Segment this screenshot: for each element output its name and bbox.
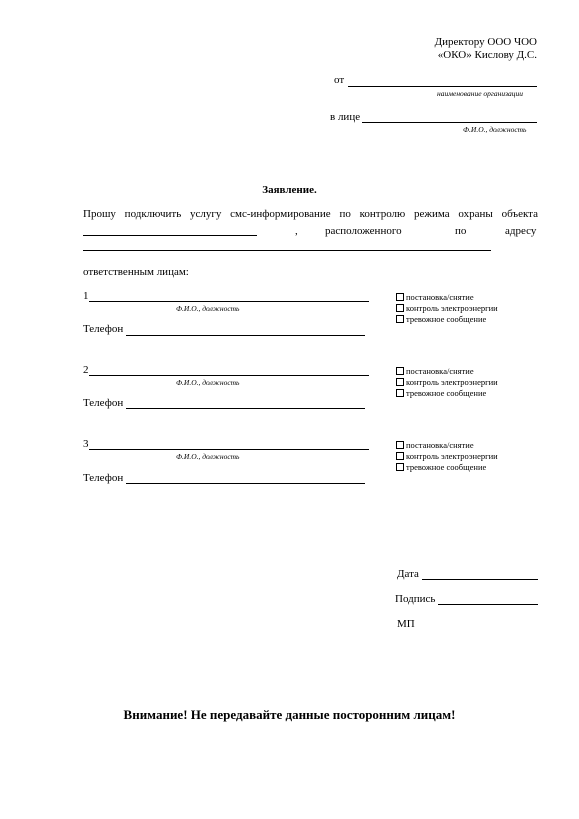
person-3-phone-field[interactable] — [126, 483, 365, 484]
person-3-name-field[interactable] — [89, 449, 369, 450]
signature-label: Подпись — [395, 593, 436, 605]
signature-field[interactable] — [438, 604, 538, 605]
person-1-number: 1 — [83, 290, 89, 302]
representative-field[interactable] — [362, 122, 537, 123]
person-2-option-power[interactable]: контроль электроэнергии — [396, 377, 498, 387]
person-3-option-alarm[interactable]: тревожное сообщение — [396, 462, 486, 472]
document-title: Заявление. — [262, 184, 317, 196]
person-2-phone-field[interactable] — [126, 408, 365, 409]
person-2-option-arming[interactable]: постановка/снятие — [396, 366, 474, 376]
person-2-name-field[interactable] — [89, 375, 369, 376]
comma: , — [295, 225, 298, 237]
object-name-field[interactable] — [83, 235, 257, 236]
person-1-phone-label: Телефон — [83, 323, 124, 335]
recipient-line-1: Директору ООО ЧОО — [434, 36, 537, 48]
person-1-caption: Ф.И.О., должность — [176, 304, 240, 313]
stamp-label: МП — [397, 618, 415, 630]
warning-text: Внимание! Не передавайте данные посторонним лицам! — [123, 707, 456, 722]
person-2-caption: Ф.И.О., должность — [176, 378, 240, 387]
person-1-name-field[interactable] — [89, 301, 369, 302]
person-1-phone-field[interactable] — [126, 335, 365, 336]
address-field[interactable] — [83, 250, 491, 251]
person-3-option-arming[interactable]: постановка/снятие — [396, 440, 474, 450]
person-2-phone-label: Телефон — [83, 397, 124, 409]
person-3-caption: Ф.И.О., должность — [176, 452, 240, 461]
date-field[interactable] — [422, 579, 538, 580]
person-1-option-alarm[interactable]: тревожное сообщение — [396, 314, 486, 324]
person-label: в лице — [330, 111, 361, 123]
located-word: расположенного — [325, 225, 402, 237]
person-1-option-arming[interactable]: постановка/снятие — [396, 292, 474, 302]
po-word: по — [455, 225, 467, 237]
person-2-option-alarm[interactable]: тревожное сообщение — [396, 388, 486, 398]
address-word: адресу — [505, 225, 537, 237]
person-3-number: 3 — [83, 438, 89, 450]
date-label: Дата — [397, 568, 419, 580]
person-1-option-power[interactable]: контроль электроэнергии — [396, 303, 498, 313]
person-3-option-power[interactable]: контроль электроэнергии — [396, 451, 498, 461]
request-text: Прошу подключить услугу смс-информирование по контролю режима охраны объекта — [83, 208, 538, 220]
responsible-label: ответственным лицам: — [83, 266, 189, 278]
person-3-phone-label: Телефон — [83, 472, 124, 484]
organization-field[interactable] — [348, 86, 537, 87]
organization-caption: наименование организации — [437, 89, 524, 98]
from-label: от — [334, 74, 345, 86]
recipient-line-2: «ОКО» Кислову Д.С. — [437, 49, 537, 61]
representative-caption: Ф.И.О., должность — [463, 125, 527, 134]
person-2-number: 2 — [83, 364, 89, 376]
